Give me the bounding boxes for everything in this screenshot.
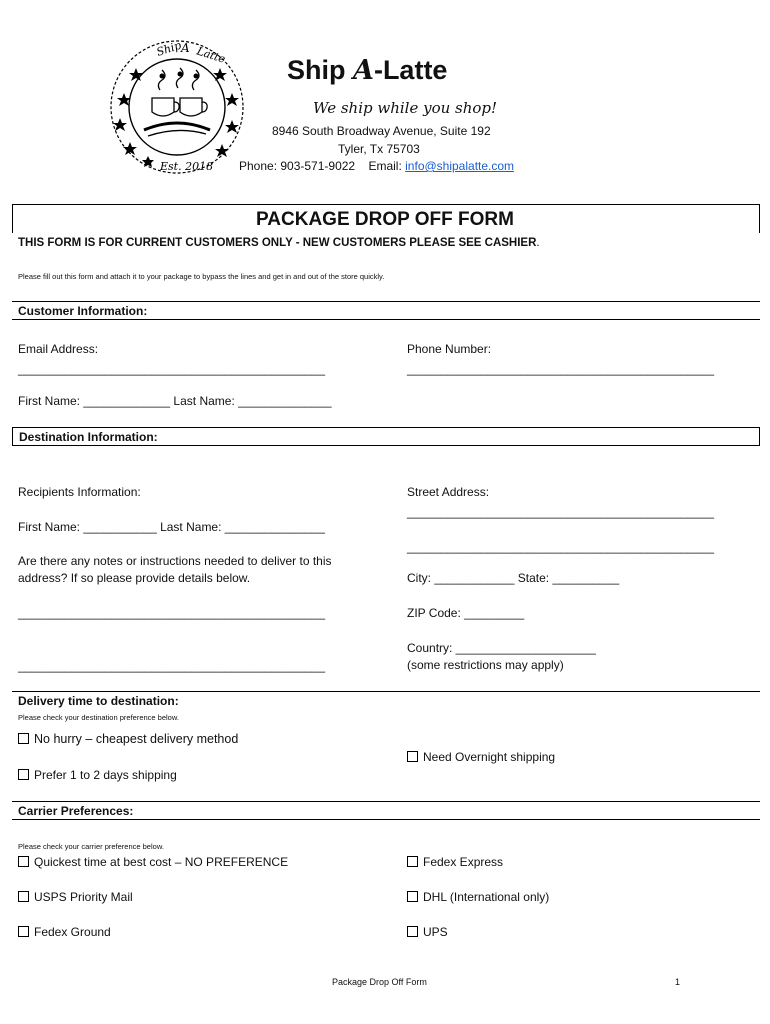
delivery-option-cheapest[interactable] [18,732,238,747]
checkbox-overnight[interactable] [407,751,418,762]
email-address-field[interactable]: ______________________________________________ [18,362,325,376]
customer-section-header: Customer Information: [12,301,760,320]
carrier-instruction: Please check your carrier preference below. [18,842,164,851]
carrier-option-dhl[interactable] [407,890,549,904]
notice-bold: THIS FORM IS FOR CURRENT CUSTOMERS ONLY - NEW CUSTOMERS PLEASE SEE CASHIER [18,237,537,249]
recipient-name-fields[interactable]: First Name: ___________ Last Name: _______________ [18,520,325,534]
notes-question-1: Are there any notes or instructions needed to deliver to this [18,554,332,568]
city-state-fields[interactable]: City: ____________ State: __________ [407,571,620,585]
company-logo [108,38,246,176]
delivery-option-overnight-label: Need Overnight shipping [423,750,556,764]
street-address-field-1[interactable]: ______________________________________________ [407,505,714,519]
phone-number-label: Phone Number: [407,342,492,356]
destination-section-header: Destination Information: [12,427,760,446]
carrier-option-fedex-ground[interactable] [18,925,111,939]
checkbox-cheapest[interactable] [18,733,29,744]
checkbox-no-preference[interactable] [18,856,29,867]
company-address-1: 8946 South Broadway Avenue, Suite 192 [272,124,491,138]
notes-field-2[interactable]: ______________________________________________ [18,659,325,673]
checkbox-ups[interactable] [407,926,418,937]
recipients-info-label: Recipients Information: [18,485,141,499]
country-restrictions-note: (some restrictions may apply) [407,658,564,672]
customers-notice [18,237,540,251]
notes-field-1[interactable]: ______________________________________________ [18,606,325,620]
carrier-option-fedex-express-label: Fedex Express [423,855,504,869]
carrier-option-usps[interactable] [18,890,133,904]
delivery-option-overnight[interactable] [407,750,555,764]
street-address-field-2[interactable]: ______________________________________________ [407,540,714,554]
brand-part1: Ship [287,55,353,85]
checkbox-fedex-ground[interactable] [18,926,29,937]
country-field[interactable]: Country: _____________________ [407,641,596,655]
brand-a: A [353,55,374,86]
brand-part2: -Latte [373,55,448,85]
svg-text:Latte: Latte [195,44,227,66]
delivery-option-1to2days[interactable] [18,768,177,782]
delivery-section-header: Delivery time to destination: [18,694,179,708]
carrier-option-ups-label: UPS [423,925,448,939]
carrier-option-no-preference[interactable] [18,855,288,869]
customer-name-fields[interactable]: First Name: _____________ Last Name: ______________ [18,394,332,408]
carrier-option-fedex-express[interactable] [407,855,503,869]
phone-number-field[interactable]: ______________________________________________ [407,362,714,376]
form-title: PACKAGE DROP OFF FORM [256,209,514,230]
form-instructions: Please fill out this form and attach it to your package to bypass the lines and get in and out of the store quickly. [18,272,385,281]
title-divider [12,233,760,234]
zip-code-field[interactable]: ZIP Code: _________ [407,606,525,620]
notes-question-2: address? If so please provide details below. [18,571,251,585]
tagline: We ship while you shop! [313,99,498,117]
svg-text:Ship: Ship [154,38,183,59]
email-address-label: Email Address: [18,342,99,356]
street-address-label: Street Address: [407,485,490,499]
email-label: Email: [368,159,402,173]
carrier-option-dhl-label: DHL (International only) [423,890,550,904]
company-phone: Phone: 903-571-9022 [239,159,356,173]
delivery-option-1to2days-label: Prefer 1 to 2 days shipping [34,768,177,782]
company-name [287,54,447,87]
carrier-option-ups[interactable] [407,925,448,939]
footer-title: Package Drop Off Form [332,977,427,987]
company-email-link[interactable]: info@shipalatte.com [405,159,515,173]
page-number: 1 [675,977,681,987]
checkbox-usps[interactable] [18,891,29,902]
svg-text:Est. 2018: Est. 2018 [160,160,214,173]
checkbox-dhl[interactable] [407,891,418,902]
delivery-top-rule [12,691,760,692]
delivery-option-cheapest-label: No hurry – cheapest delivery method [34,732,239,746]
carrier-section-header: Carrier Preferences: [12,801,760,820]
carrier-option-fedex-ground-label: Fedex Ground [34,925,111,939]
checkbox-fedex-express[interactable] [407,856,418,867]
company-contact [239,159,514,173]
carrier-option-no-preference-label: Quickest time at best cost – NO PREFERENCE [34,855,289,869]
notice-period: . [536,237,540,249]
company-address-2: Tyler, Tx 75703 [338,142,420,156]
svg-text:A: A [181,41,190,55]
carrier-option-usps-label: USPS Priority Mail [34,890,133,904]
delivery-instruction: Please check your destination preference below. [18,713,179,722]
checkbox-1to2days[interactable] [18,769,29,780]
